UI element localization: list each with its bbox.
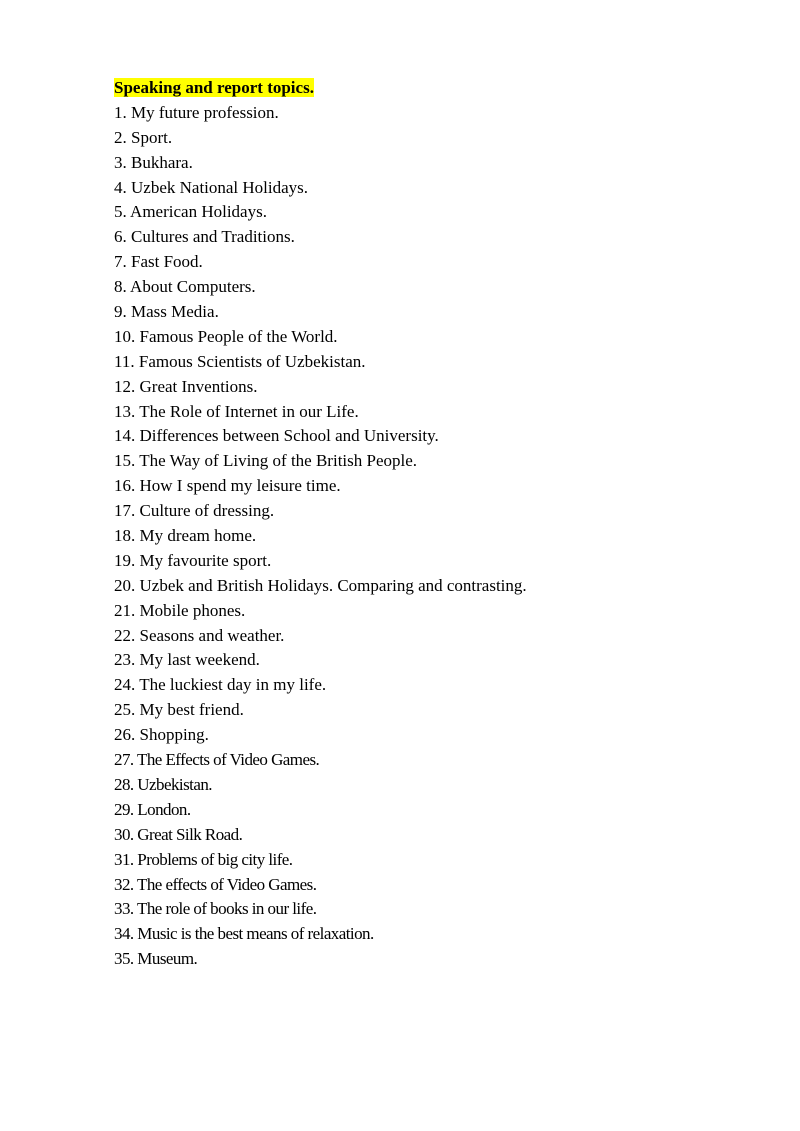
document-content <box>114 76 754 972</box>
topics-list <box>114 101 754 972</box>
topic-item: 28. Uzbekistan. <box>114 774 212 794</box>
topic-item: 12. Great Inventions. <box>114 376 258 396</box>
topic-item: 1. My future profession. <box>114 102 279 122</box>
topic-item: 34. Music is the best means of relaxation. <box>114 924 374 944</box>
topic-item: 21. Mobile phones. <box>114 600 246 620</box>
topic-item: 5. American Holidays. <box>114 202 267 222</box>
document-title <box>114 76 754 101</box>
topic-item: 22. Seasons and weather. <box>114 625 285 645</box>
topic-item: 11. Famous Scientists of Uzbekistan. <box>114 351 366 371</box>
topic-item: 19. My favourite sport. <box>114 550 272 570</box>
topic-item: 10. Famous People of the World. <box>114 326 338 346</box>
topic-item: 6. Cultures and Traditions. <box>114 227 295 247</box>
topic-item: 17. Culture of dressing. <box>114 501 275 521</box>
topic-item: 35. Museum. <box>114 949 198 969</box>
topic-item: 33. The role of books in our life. <box>114 899 317 919</box>
topic-item: 14. Differences between School and University. <box>114 426 439 446</box>
topic-item: 3. Bukhara. <box>114 152 193 172</box>
topic-item: 8. About Computers. <box>114 277 256 297</box>
topic-item: 31. Problems of big city life. <box>114 849 293 869</box>
topic-item: 30. Great Silk Road. <box>114 824 243 844</box>
topic-item: 7. Fast Food. <box>114 252 203 272</box>
topic-item: 24. The luckiest day in my life. <box>114 675 327 695</box>
topic-item: 18. My dream home. <box>114 526 257 546</box>
topic-item: 26. Shopping. <box>114 725 209 745</box>
topic-item: 20. Uzbek and British Holidays. Comparing and contrasting. <box>114 575 527 595</box>
topic-item: 32. The effects of Video Games. <box>114 874 317 894</box>
topic-item: 13. The Role of Internet in our Life. <box>114 401 359 421</box>
topic-item: 9. Mass Media. <box>114 302 219 322</box>
topic-item: 2. Sport. <box>114 127 173 147</box>
topic-item: 25. My best friend. <box>114 700 244 720</box>
topic-item: 29. London. <box>114 799 191 819</box>
topic-item: 4. Uzbek National Holidays. <box>114 177 309 197</box>
topic-item: 15. The Way of Living of the British People. <box>114 451 418 471</box>
highlighted-title-text: Speaking and report topics. <box>114 78 314 97</box>
topic-item: 27. The Effects of Video Games. <box>114 750 320 770</box>
topic-item: 16. How I spend my leisure time. <box>114 476 341 496</box>
topic-item: 23. My last weekend. <box>114 650 260 670</box>
